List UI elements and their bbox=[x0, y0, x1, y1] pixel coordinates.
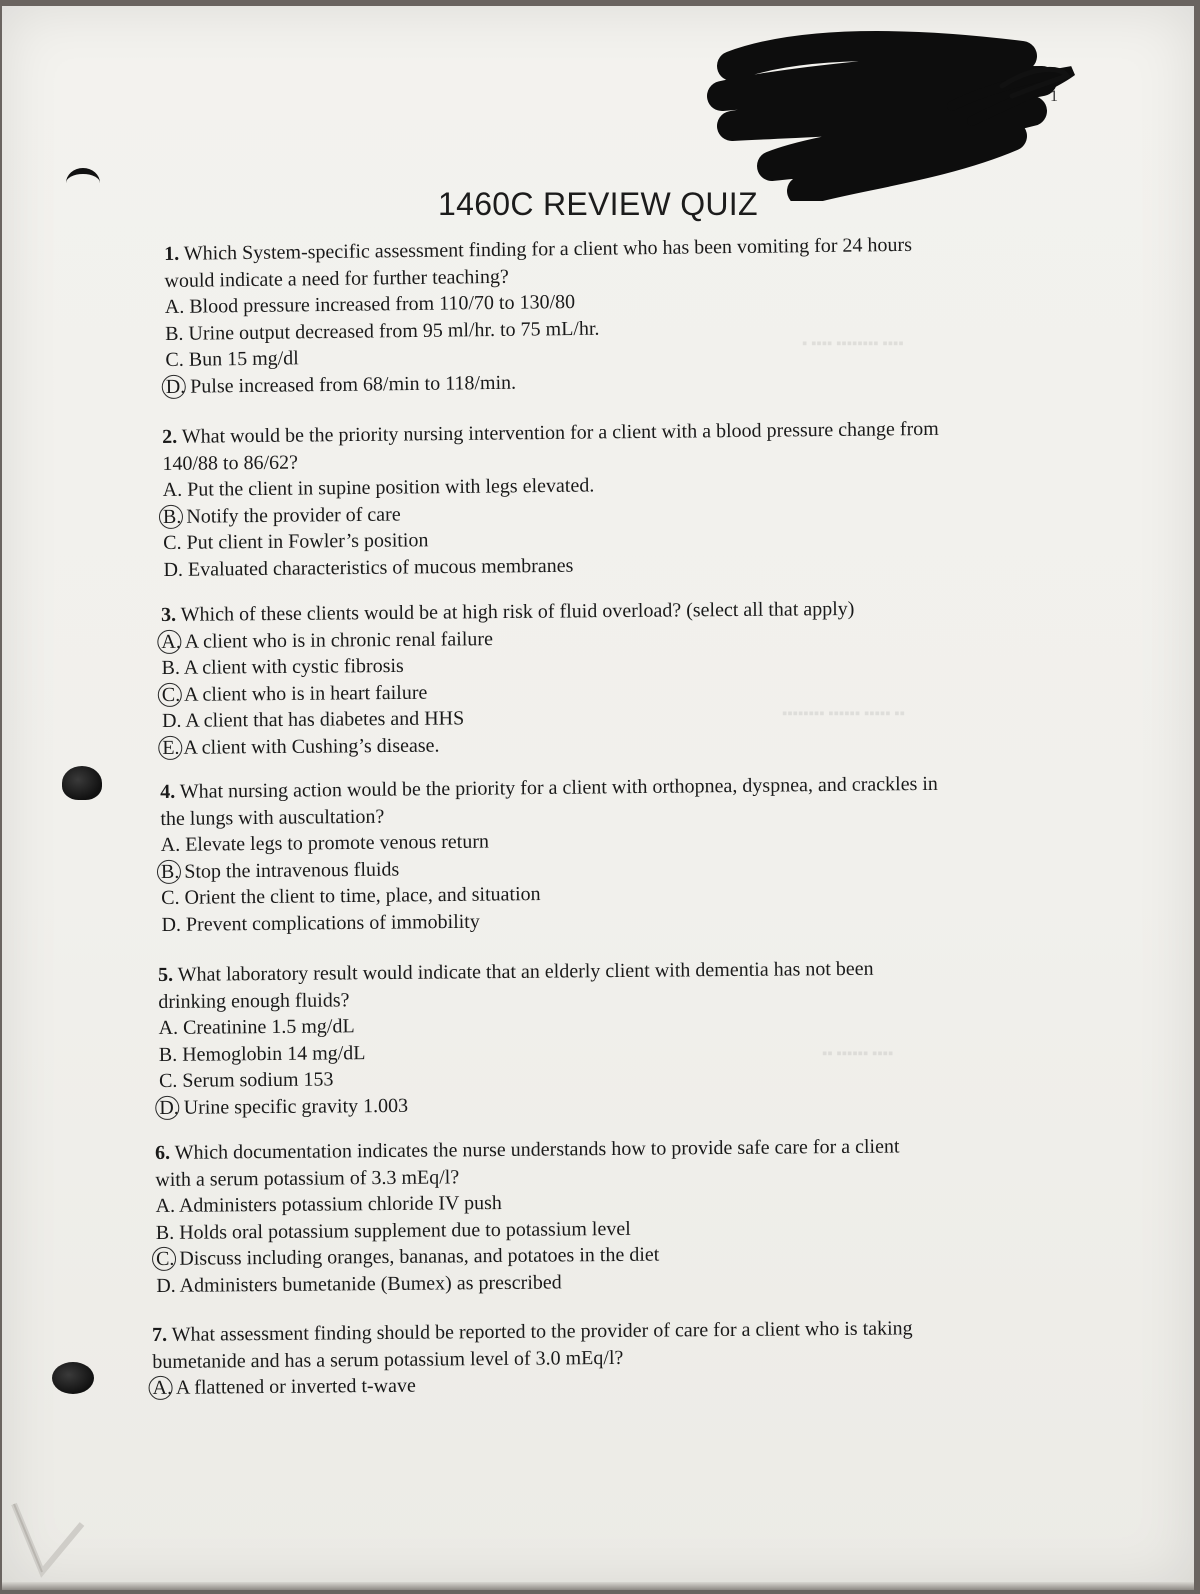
option-b: B. Urine output decreased from 95 ml/hr. to 75 mL/hr. bbox=[164, 317, 600, 345]
bleed-through-text: ▪▪ ▪▪▪▪▪▪ ▪▪▪▪ bbox=[822, 1046, 894, 1062]
question-4 bbox=[160, 771, 939, 938]
option-d: D. Pulse increased from 68/min to 118/min. bbox=[166, 364, 914, 400]
question-text: would indicate a need for further teaching? bbox=[164, 265, 509, 292]
bleed-through-text: ▪▪▪▪▪▪▪▪ ▪▪▪▪▪▪ ▪▪▪▪▪ ▪▪ bbox=[782, 706, 905, 722]
option-a: A. Creatinine 1.5 mg/dL bbox=[158, 1015, 355, 1039]
option-b: B. Hemoglobin 14 mg/dL bbox=[158, 1041, 366, 1066]
question-number: 7. bbox=[152, 1323, 168, 1346]
question-text: 140/88 to 86/62? bbox=[162, 451, 299, 475]
question-text: What nursing action would be the priority for a client with orthopnea, dyspnea, and crackles in bbox=[179, 772, 938, 803]
answer-circle-mark bbox=[152, 1247, 176, 1271]
punch-hole-top bbox=[66, 168, 100, 198]
question-text: Which System-specific assessment finding for a client who has been vomiting for 24 hours bbox=[183, 233, 913, 265]
option-c: C. Put client in Fowler’s position bbox=[163, 529, 429, 554]
question-text: drinking enough fluids? bbox=[158, 988, 350, 1013]
question-7 bbox=[152, 1315, 913, 1401]
answer-circle-mark bbox=[157, 629, 181, 653]
question-1 bbox=[164, 232, 914, 400]
question-text: with a serum potassium of 3.3 mEq/l? bbox=[155, 1165, 460, 1191]
option-a: A. Put the client in supine position with legs elevated. bbox=[162, 474, 595, 501]
punch-hole-middle bbox=[62, 766, 102, 800]
question-number: 5. bbox=[158, 963, 174, 986]
question-3 bbox=[161, 596, 856, 761]
answer-circle-mark bbox=[158, 735, 182, 759]
punch-hole-bottom bbox=[52, 1362, 94, 1394]
question-text: bumetanide and has a serum potassium level of 3.0 mEq/l? bbox=[152, 1346, 624, 1373]
question-number: 4. bbox=[160, 780, 176, 803]
option-d: D. Urine specific gravity 1.003 bbox=[159, 1088, 875, 1121]
option-b: B. Stop the intravenous fluids bbox=[161, 850, 939, 885]
question-text: Which of these clients would be at high risk of fluid overload? (select all that apply) bbox=[180, 597, 855, 626]
option-d: D. Evaluated characteristics of mucous membranes bbox=[163, 554, 574, 581]
option-a: A. Blood pressure increased from 110/70 to 130/80 bbox=[164, 290, 576, 318]
question-text: What laboratory result would indicate that an elderly client with dementia has not been bbox=[177, 957, 874, 986]
question-text: Which documentation indicates the nurse understands how to provide safe care for a client bbox=[174, 1135, 900, 1164]
option-a: A. Elevate legs to promote venous return bbox=[160, 830, 490, 856]
answer-circle-mark bbox=[159, 504, 183, 528]
question-number: 6. bbox=[155, 1141, 171, 1164]
question-number: 2. bbox=[162, 425, 178, 448]
option-b: B. Notify the provider of care bbox=[163, 495, 940, 530]
question-text: What assessment finding should be reported to the provider of care for a client who is taking bbox=[171, 1317, 913, 1346]
option-d: D. Prevent complications of immobility bbox=[161, 910, 480, 936]
answer-circle-mark bbox=[148, 1376, 172, 1400]
question-text: the lungs with auscultation? bbox=[160, 805, 385, 830]
answer-circle-mark bbox=[162, 374, 186, 398]
option-c: C. A client who is in heart failure bbox=[162, 675, 856, 708]
question-number: 3. bbox=[161, 603, 177, 626]
redaction-scribble bbox=[692, 26, 1082, 201]
page-title: 1460C REVIEW QUIZ bbox=[438, 186, 758, 222]
paper-bottom-edge bbox=[2, 1582, 1194, 1590]
bleed-through-text: ▪ ▪▪▪▪ ▪▪▪▪▪▪▪▪ ▪▪▪▪ bbox=[802, 336, 904, 352]
page-number: 1 bbox=[1050, 88, 1058, 105]
question-text: What would be the priority nursing intervention for a client with a blood pressure change from bbox=[181, 417, 939, 448]
paper-sheet bbox=[2, 6, 1194, 1590]
answer-circle-mark bbox=[155, 1095, 179, 1119]
question-2 bbox=[162, 416, 940, 583]
option-b: B. Holds oral potassium supplement due to potassium level bbox=[155, 1217, 631, 1244]
question-6 bbox=[155, 1134, 901, 1299]
option-b: B. A client with cystic fibrosis bbox=[161, 654, 404, 679]
answer-circle-mark bbox=[158, 682, 182, 706]
option-c: C. Bun 15 mg/dl bbox=[165, 347, 299, 371]
option-d: D. A client that has diabetes and HHS bbox=[161, 707, 465, 732]
option-d: D. Administers bumetanide (Bumex) as prescribed bbox=[156, 1270, 562, 1297]
option-c: C. Discuss including oranges, bananas, and potatoes in the diet bbox=[156, 1240, 901, 1273]
answer-circle-mark bbox=[157, 859, 181, 883]
option-a: A. A flattened or inverted t-wave bbox=[152, 1368, 913, 1401]
question-number: 1. bbox=[164, 242, 180, 265]
folded-corner-mark bbox=[4, 1494, 94, 1584]
option-c: C. Orient the client to time, place, and situation bbox=[161, 883, 541, 909]
question-5 bbox=[158, 956, 875, 1121]
option-a: A. Administers potassium chloride IV push bbox=[155, 1191, 502, 1217]
option-e: E. A client with Cushing’s disease. bbox=[162, 728, 856, 761]
option-a: A. A client who is in chronic renal failure bbox=[161, 622, 855, 655]
option-c: C. Serum sodium 153 bbox=[158, 1068, 334, 1092]
